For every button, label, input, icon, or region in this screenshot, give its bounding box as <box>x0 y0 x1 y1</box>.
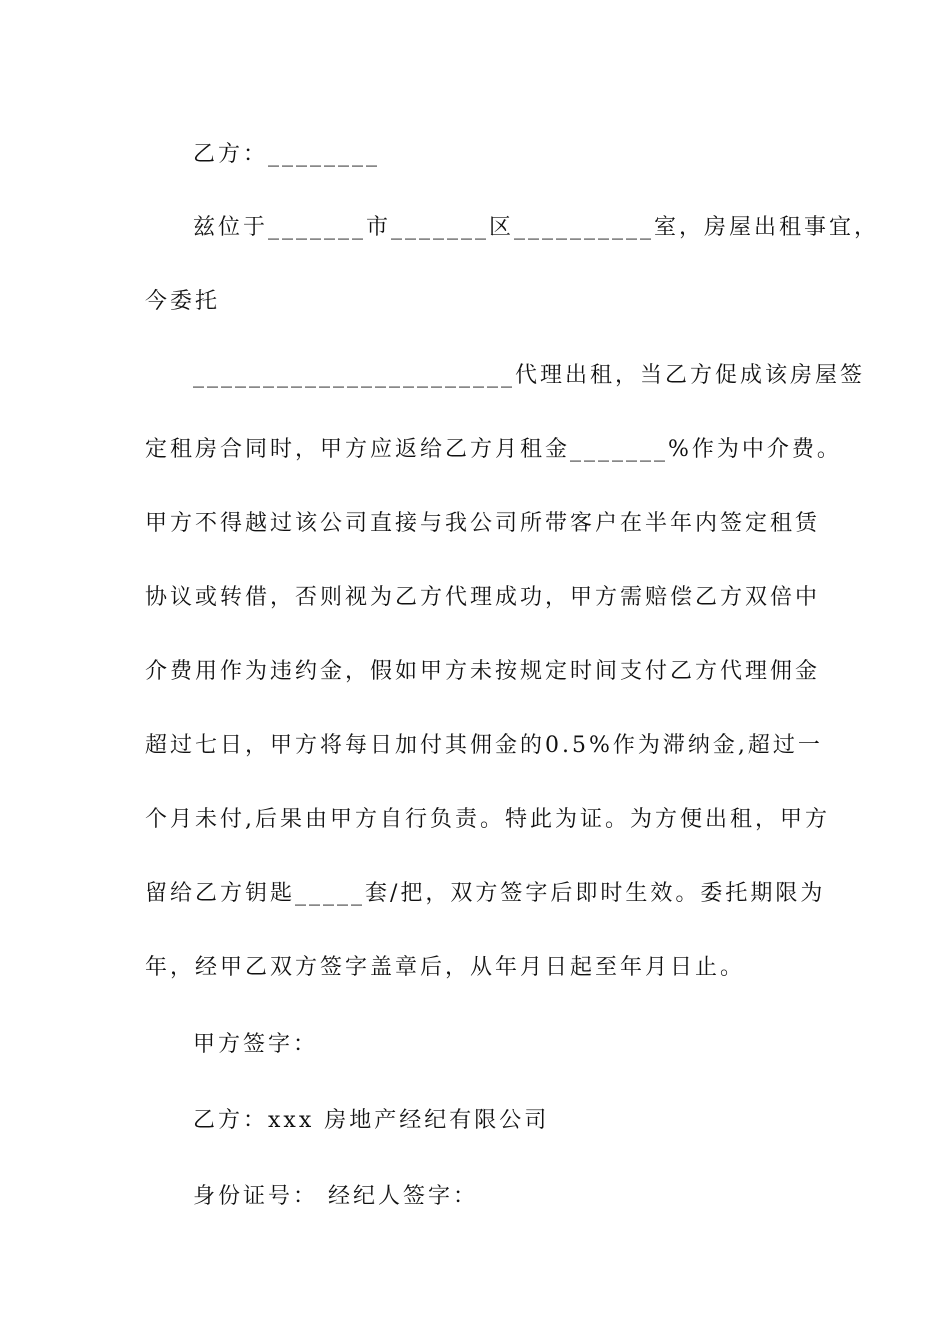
clause-line-4: 超过七日，甲方将每日加付其佣金的0.5%作为滞纳金,超过一 <box>145 733 823 758</box>
party-b-company-line: 乙方：xxx 房地产经纪有限公司 <box>193 1108 550 1133</box>
keys-line: 留给乙方钥匙_____套/把，双方签字后即时生效。委托期限为 <box>145 881 826 906</box>
term-line: 年，经甲乙双方签字盖章后，从年月日起至年月日止。 <box>145 955 746 980</box>
commission-line: 定租房合同时，甲方应返给乙方月租金_______%作为中介费。 <box>145 437 842 462</box>
id-and-agent-signature-line: 身份证号： 经纪人签字： <box>193 1184 478 1209</box>
clause-line-2: 协议或转借，否则视为乙方代理成功，甲方需赔偿乙方双倍中 <box>145 585 821 610</box>
party-a-signature-label: 甲方签字： <box>193 1032 319 1057</box>
clause-line-5: 个月未付,后果由甲方自行负责。特此为证。为方便出租，甲方 <box>145 807 830 832</box>
clause-line-3: 介费用作为违约金，假如甲方未按规定时间支付乙方代理佣金 <box>145 659 821 684</box>
property-location-line: 兹位于_______市_______区__________室，房屋出租事宜， <box>193 215 880 240</box>
entrust-line: 今委托 <box>145 289 221 314</box>
clause-line-1: 甲方不得越过该公司直接与我公司所带客户在半年内签定租赁 <box>145 511 821 536</box>
agent-name-line: _______________________代理出租，当乙方促成该房屋签 <box>193 363 866 388</box>
party-b-line: 乙方：________ <box>193 142 381 167</box>
